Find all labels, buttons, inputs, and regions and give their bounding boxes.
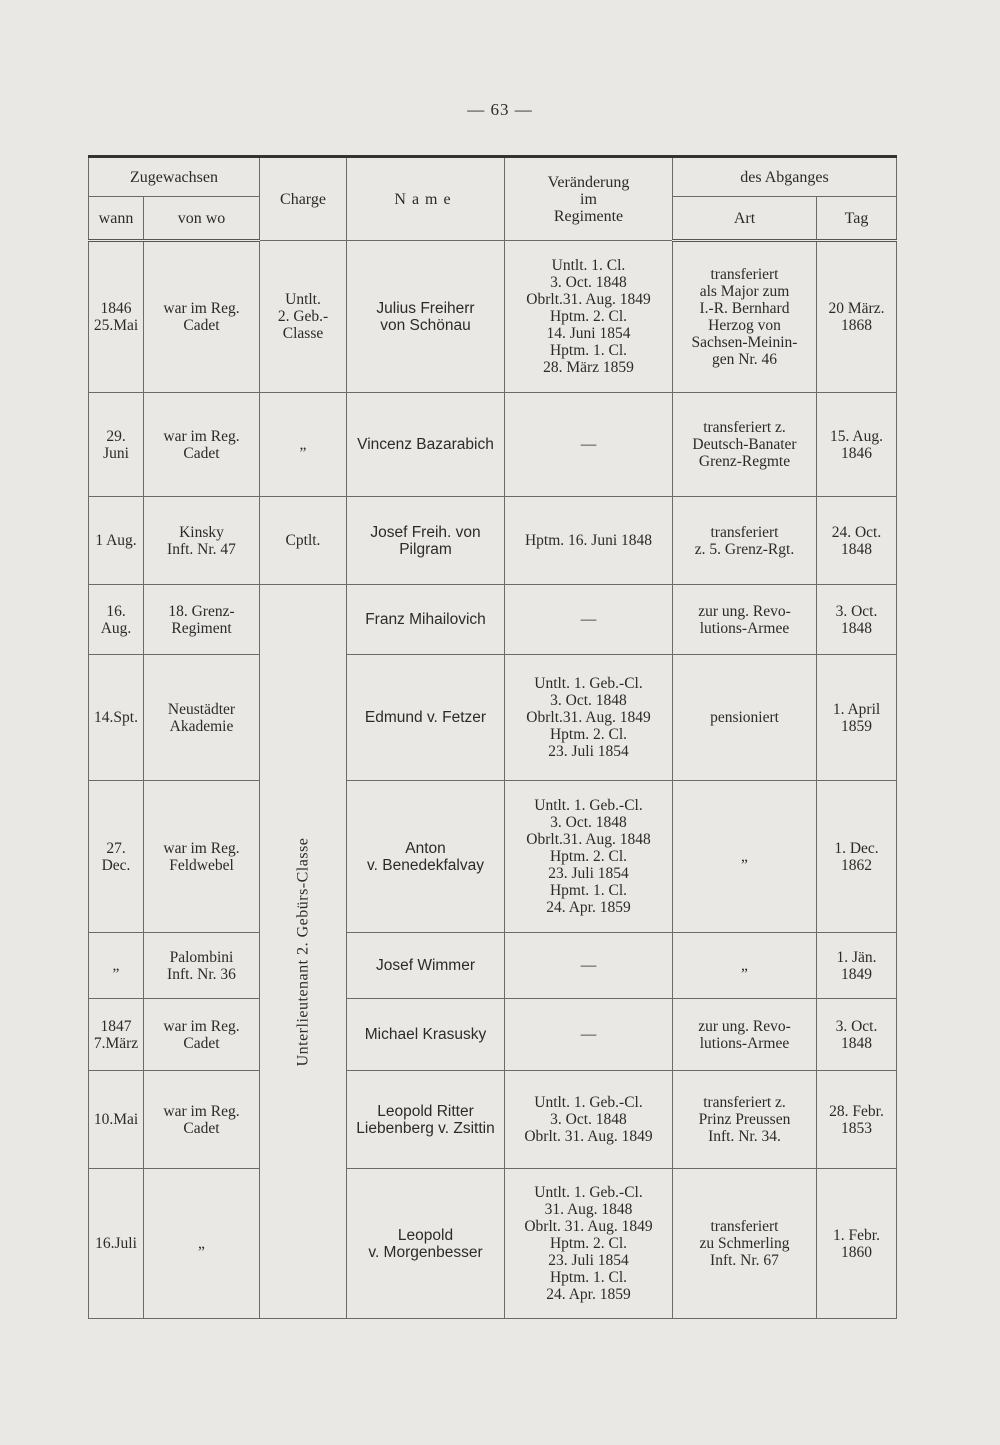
cell-name: Josef Freih. von Pilgram (347, 497, 505, 585)
cell-tag: 1. April 1859 (817, 655, 897, 781)
header-tag: Tag (817, 197, 897, 241)
cell-art: transferiert als Major zum I.-R. Bernhard Herzog von Sachsen-Meinin- gen Nr. 46 (673, 241, 817, 393)
cell-veraenderung: Untlt. 1. Geb.-Cl. 3. Oct. 1848 Obrlt. 31. Aug. 1849 (505, 1071, 673, 1169)
cell-tag: 20 März. 1868 (817, 241, 897, 393)
cell-von-wo: war im Reg. Cadet (144, 393, 260, 497)
cell-art: transferiert z. Deutsch-Banater Grenz-Regmte (673, 393, 817, 497)
cell-name: Michael Krasusky (347, 999, 505, 1071)
cell-von-wo: Kinsky Inft. Nr. 47 (144, 497, 260, 585)
cell-name: Franz Mihailovich (347, 585, 505, 655)
cell-veraenderung: Untlt. 1. Cl. 3. Oct. 1848 Obrlt.31. Aug. 1849 Hptm. 2. Cl. 14. Juni 1854 Hptm. 1. Cl. 28. März 1859 (505, 241, 673, 393)
register-table (88, 155, 897, 1319)
cell-art: zur ung. Revo- lutions-Armee (673, 585, 817, 655)
cell-von-wo: Neustädter Akademie (144, 655, 260, 781)
cell-name: Josef Wimmer (347, 933, 505, 999)
cell-art: „ (673, 781, 817, 933)
cell-charge: Untlt. 2. Geb.- Classe (260, 241, 347, 393)
cell-name: Julius Freiherr von Schönau (347, 241, 505, 393)
cell-veraenderung: — (505, 393, 673, 497)
header-zugewachsen: Zugewachsen (89, 157, 260, 197)
table-row (89, 655, 897, 781)
header-row-top (89, 157, 897, 197)
cell-veraenderung: Untlt. 1. Geb.-Cl. 31. Aug. 1848 Obrlt. 31. Aug. 1849 Hptm. 2. Cl. 23. Juli 1854 Hptm. 1. Cl. 24. Apr. 1859 (505, 1169, 673, 1319)
cell-wann: 29. Juni (89, 393, 144, 497)
cell-veraenderung: Untlt. 1. Geb.-Cl. 3. Oct. 1848 Obrlt.31. Aug. 1849 Hptm. 2. Cl. 23. Juli 1854 (505, 655, 673, 781)
cell-charge-merged (260, 585, 347, 1319)
cell-art: „ (673, 933, 817, 999)
cell-wann: 1846 25.Mai (89, 241, 144, 393)
cell-tag: 3. Oct. 1848 (817, 999, 897, 1071)
cell-wann: 10.Mai (89, 1071, 144, 1169)
cell-wann: 1847 7.März (89, 999, 144, 1071)
cell-name: Leopold v. Morgenbesser (347, 1169, 505, 1319)
cell-von-wo: war im Reg. Cadet (144, 999, 260, 1071)
table-row (89, 781, 897, 933)
cell-name: Leopold Ritter Liebenberg v. Zsittin (347, 1071, 505, 1169)
cell-tag: 24. Oct. 1848 (817, 497, 897, 585)
cell-tag: 1. Jän. 1849 (817, 933, 897, 999)
cell-von-wo: Palombini Inft. Nr. 36 (144, 933, 260, 999)
table-row (89, 241, 897, 393)
cell-veraenderung: Hptm. 16. Juni 1848 (505, 497, 673, 585)
table-row (89, 1169, 897, 1319)
cell-name: Vincenz Bazarabich (347, 393, 505, 497)
cell-wann: 16.Juli (89, 1169, 144, 1319)
cell-von-wo: war im Reg. Cadet (144, 241, 260, 393)
header-veraenderung: Veränderung im Regimente (505, 157, 673, 241)
header-wann: wann (89, 197, 144, 241)
cell-wann: „ (89, 933, 144, 999)
cell-art: zur ung. Revo- lutions-Armee (673, 999, 817, 1071)
cell-art: transferiert z. 5. Grenz-Rgt. (673, 497, 817, 585)
header-name: Name (347, 157, 505, 241)
table-row (89, 1071, 897, 1169)
table-row (89, 933, 897, 999)
cell-tag: 1. Febr. 1860 (817, 1169, 897, 1319)
cell-tag: 28. Febr. 1853 (817, 1071, 897, 1169)
cell-veraenderung: Untlt. 1. Geb.-Cl. 3. Oct. 1848 Obrlt.31. Aug. 1848 Hptm. 2. Cl. 23. Juli 1854 Hpmt. 1. Cl. 24. Apr. 1859 (505, 781, 673, 933)
cell-charge: „ (260, 393, 347, 497)
cell-wann: 1 Aug. (89, 497, 144, 585)
header-von-wo: von wo (144, 197, 260, 241)
header-des-abganges: des Abganges (673, 157, 897, 197)
cell-name: Anton v. Benedekfalvay (347, 781, 505, 933)
cell-tag: 3. Oct. 1848 (817, 585, 897, 655)
cell-wann: 14.Spt. (89, 655, 144, 781)
table-row (89, 497, 897, 585)
cell-art: transferiert z. Prinz Preussen Inft. Nr. 34. (673, 1071, 817, 1169)
cell-tag: 15. Aug. 1846 (817, 393, 897, 497)
table-row (89, 585, 897, 655)
table-row (89, 393, 897, 497)
cell-von-wo: „ (144, 1169, 260, 1319)
charge-vertical-label: Unterlieutenant 2. Gebürs-Classe (294, 837, 312, 1066)
cell-name: Edmund v. Fetzer (347, 655, 505, 781)
cell-wann: 27. Dec. (89, 781, 144, 933)
cell-von-wo: war im Reg. Cadet (144, 1071, 260, 1169)
cell-tag: 1. Dec. 1862 (817, 781, 897, 933)
header-art: Art (673, 197, 817, 241)
cell-von-wo: 18. Grenz- Regiment (144, 585, 260, 655)
cell-charge: Cptlt. (260, 497, 347, 585)
cell-veraenderung: — (505, 933, 673, 999)
cell-art: transferiert zu Schmerling Inft. Nr. 67 (673, 1169, 817, 1319)
page-number: — 63 — (467, 100, 533, 119)
cell-veraenderung: — (505, 585, 673, 655)
table-row (89, 999, 897, 1071)
cell-wann: 16. Aug. (89, 585, 144, 655)
cell-art: pensioniert (673, 655, 817, 781)
header-charge: Charge (260, 157, 347, 241)
cell-veraenderung: — (505, 999, 673, 1071)
cell-von-wo: war im Reg. Feldwebel (144, 781, 260, 933)
